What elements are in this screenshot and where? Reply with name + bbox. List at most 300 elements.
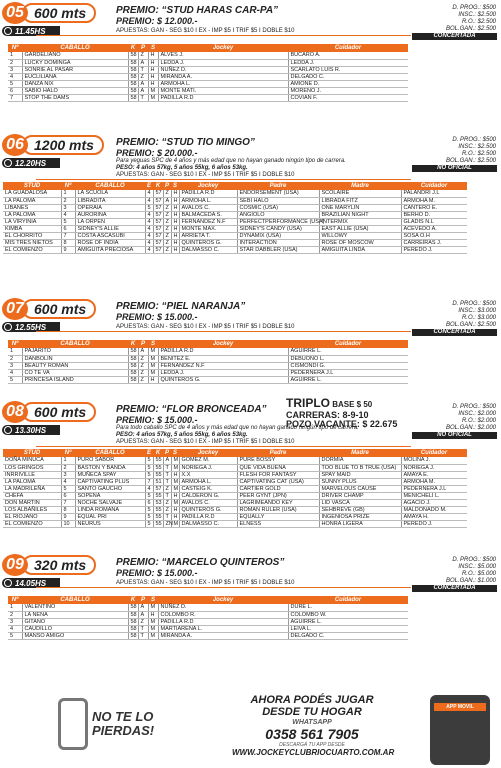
table-cell: M xyxy=(148,618,158,625)
race-section xyxy=(0,134,501,253)
table-cell: 58 xyxy=(128,376,138,383)
table-cell: BALMACEDA S. xyxy=(179,211,237,218)
table-cell: 55 xyxy=(153,506,163,513)
race-fees xyxy=(446,557,496,585)
clock-icon xyxy=(4,579,12,587)
table-cell: ALVES J. xyxy=(158,52,288,59)
race-time xyxy=(2,425,60,435)
table-cell: ELNESS xyxy=(237,520,319,527)
table-cell: H xyxy=(148,376,158,383)
table-cell: 8 xyxy=(61,239,75,246)
race-distance: 600 mts xyxy=(22,3,96,23)
table-cell: MUÑECA SPAY xyxy=(75,471,145,478)
table-cell: H xyxy=(148,73,158,80)
table-cell: EL COMIENZO xyxy=(3,246,61,253)
table-row xyxy=(8,52,408,59)
race-fees xyxy=(446,301,496,329)
table-cell: Z xyxy=(138,618,148,625)
table-cell: MONTE MAX. xyxy=(179,225,237,232)
table-cell: 57 xyxy=(153,211,163,218)
table-cell: 5 xyxy=(145,464,153,471)
table-cell: LEIVA L. xyxy=(288,625,408,632)
race-entries-table xyxy=(8,596,408,640)
table-cell: Z xyxy=(138,355,148,362)
table-cell: X.X xyxy=(179,471,237,478)
race-bets: APUESTAS: GAN - SEG $10 I EX - IMP $5 I TRIF $5 I DOBLE $10 xyxy=(116,580,295,586)
table-cell: 3 xyxy=(8,618,22,625)
table-cell: 6 xyxy=(61,225,75,232)
table-cell: H xyxy=(171,239,179,246)
table-cell: PALANDRI J.L xyxy=(401,190,467,197)
table-row xyxy=(8,618,408,625)
table-cell: PRINCESA ISLAND xyxy=(22,376,128,383)
table-cell: T xyxy=(138,632,148,639)
race-number: 06 xyxy=(2,134,28,156)
fee-line: D. PROG.: $500 xyxy=(452,301,496,307)
table-cell: M xyxy=(171,485,179,492)
table-cell: 58 xyxy=(128,52,138,59)
table-cell: FERNANDEZ N.F xyxy=(179,218,237,225)
table-cell: Z xyxy=(163,204,171,211)
table-cell: LA MADRILEÑA xyxy=(3,485,61,492)
table-cell: SEHBREVE (GB) xyxy=(319,506,401,513)
column-header: S xyxy=(172,183,177,189)
table-cell: SIDNEY'S CANDY (USA) xyxy=(237,225,319,232)
table-row xyxy=(8,59,408,66)
race-premio-amount: PREMIO: $ 15.000.- xyxy=(116,568,198,578)
table-cell: 4 xyxy=(145,197,153,204)
race-weights: PESO: 4 años 57kg, 5 años 55kg, 6 años 53kg. xyxy=(116,432,248,438)
table-cell: 5 xyxy=(145,471,153,478)
table-cell: 58 xyxy=(128,604,138,611)
table-cell: AMIGUITA PRECIOSA xyxy=(75,246,145,253)
table-cell: DELGADO C. xyxy=(288,632,408,639)
race-entries-table xyxy=(3,182,467,254)
table-cell: 4 xyxy=(145,246,153,253)
table-cell: MOLINA J. xyxy=(401,457,467,464)
table-cell: 5 xyxy=(61,485,75,492)
table-cell: A xyxy=(138,87,148,94)
table-cell: A xyxy=(138,80,148,87)
column-header: K xyxy=(153,182,163,190)
table-cell: EL COMIENZO xyxy=(3,520,61,527)
table-row xyxy=(8,362,408,369)
table-cell: MIS TRES NIETOS xyxy=(3,239,61,246)
table-cell: T xyxy=(138,66,148,73)
column-header: Jockey xyxy=(158,44,288,52)
table-cell: LA VIRYINIA xyxy=(3,218,61,225)
table-cell: 2 xyxy=(8,611,22,618)
table-cell: TOO BLUE TO B TRUE (USA) xyxy=(319,464,401,471)
table-cell: EUCLILIANA xyxy=(22,73,128,80)
table-cell: H xyxy=(148,80,158,87)
table-cell: H xyxy=(171,513,179,520)
table-cell: T xyxy=(138,625,148,632)
column-header: Padre xyxy=(237,449,319,457)
table-header-row xyxy=(3,182,467,190)
table-cell: PADILLA R.D xyxy=(179,513,237,520)
race-premio-amount: PREMIO: $ 15.000.- xyxy=(116,312,198,322)
table-cell: 57 xyxy=(153,232,163,239)
race-premio-amount: PREMIO: $ 20.000.- xyxy=(116,148,198,158)
table-cell: CAPTIVATING CAT (USA) xyxy=(237,478,319,485)
table-cell: INTERACTION xyxy=(237,239,319,246)
table-row xyxy=(8,80,408,87)
table-cell: INTERMIX xyxy=(319,218,401,225)
column-header: Jockey xyxy=(179,182,237,190)
table-cell: 58 xyxy=(128,369,138,376)
table-cell: 7 xyxy=(8,94,22,101)
table-cell: Z xyxy=(138,73,148,80)
table-cell: COSTA ASCASUBI xyxy=(75,232,145,239)
race-time-label: 13.30HS xyxy=(15,425,47,435)
table-cell: 55 xyxy=(153,464,163,471)
column-header: P xyxy=(138,340,148,348)
divider xyxy=(36,446,411,447)
column-header: Jockey xyxy=(158,340,288,348)
race-distance: 600 mts xyxy=(22,402,96,422)
table-cell: 2 xyxy=(8,355,22,362)
promo-slogan xyxy=(92,710,154,738)
table-header-row xyxy=(8,596,408,604)
table-cell: T xyxy=(138,94,148,101)
table-cell: H xyxy=(171,471,179,478)
table-cell: DANZA NIX xyxy=(22,80,128,87)
table-row xyxy=(8,632,408,639)
table-cell: H xyxy=(171,211,179,218)
table-cell: 4 xyxy=(61,211,75,218)
fee-line: R.O.: $2.500 xyxy=(461,19,496,25)
table-row xyxy=(8,625,408,632)
race-weights: PESO: 4 años 57kg, 5 años 55kg, 6 años 53kg. xyxy=(116,165,248,171)
triplo-label: TRIPLO xyxy=(286,396,330,410)
column-header: CABALLO xyxy=(22,340,128,348)
fee-line: INSC.: $2.500 xyxy=(458,144,496,150)
table-cell: 5 xyxy=(145,506,153,513)
table-cell: LIBRADITA xyxy=(75,197,145,204)
table-row xyxy=(3,211,467,218)
table-cell: 4 xyxy=(8,625,22,632)
column-header: Madre xyxy=(319,182,401,190)
table-cell: A xyxy=(138,348,148,355)
table-cell: 5 xyxy=(145,513,153,520)
table-cell: COSMIC (USA) xyxy=(237,204,319,211)
table-header-row xyxy=(3,449,467,457)
column-header: Nº xyxy=(61,449,75,457)
table-cell: OPERAIA xyxy=(75,204,145,211)
table-cell: 58 xyxy=(128,625,138,632)
table-cell: 58 xyxy=(128,73,138,80)
table-row xyxy=(3,204,467,211)
table-row xyxy=(3,218,467,225)
clock-icon xyxy=(4,323,12,331)
table-cell: H xyxy=(148,66,158,73)
table-cell: LA SCUOLA xyxy=(75,190,145,197)
table-cell: AVALOS C. xyxy=(179,499,237,506)
table-cell: AMAYA E. xyxy=(401,471,467,478)
table-cell: 6 xyxy=(145,499,153,506)
table-cell: BASTON Y BANDA xyxy=(75,464,145,471)
table-cell: 58 xyxy=(128,611,138,618)
column-header: S xyxy=(172,450,177,456)
table-cell: AMIGUITA LINDA xyxy=(319,246,401,253)
table-cell: LEDDA J. xyxy=(288,59,408,66)
table-cell: LA GUADALOSA xyxy=(3,190,61,197)
table-cell: 4 xyxy=(145,211,153,218)
table-cell: 7 xyxy=(145,478,153,485)
table-cell: 7 xyxy=(61,499,75,506)
table-cell: Z xyxy=(163,485,171,492)
table-cell: QUINTEROS G. xyxy=(158,376,288,383)
website-link[interactable]: WWW.JOCKEYCLUBRIOCUARTO.COM.AR xyxy=(232,748,395,757)
table-cell: NUÑEZ D. xyxy=(158,66,288,73)
table-cell: A xyxy=(138,59,148,66)
table-cell: PADILLA R.D xyxy=(158,94,288,101)
table-row xyxy=(8,611,408,618)
table-cell: PEREDO J. xyxy=(401,520,467,527)
table-cell: 2 xyxy=(8,59,22,66)
table-cell: MARVELOUS CAUSE xyxy=(319,485,401,492)
table-cell: WILLOWY xyxy=(319,232,401,239)
race-time xyxy=(2,158,60,168)
table-cell: VALENTINO xyxy=(22,604,128,611)
table-cell: H xyxy=(171,225,179,232)
app-mockup xyxy=(430,695,490,765)
fee-line: BOL.GAN.: $2.500 xyxy=(445,26,496,32)
table-cell: DEBUONO L. xyxy=(288,355,408,362)
table-cell: T xyxy=(163,471,171,478)
table-row xyxy=(8,376,408,383)
race-badge xyxy=(2,401,96,423)
table-cell: 5 xyxy=(145,204,153,211)
table-cell: SPAY MAID xyxy=(319,471,401,478)
table-cell: A xyxy=(163,457,171,464)
table-cell: 2 xyxy=(61,197,75,204)
table-cell: AMAYA H. xyxy=(401,513,467,520)
table-row xyxy=(8,348,408,355)
table-cell: COLOMBO R. xyxy=(158,611,288,618)
table-cell: A xyxy=(163,197,171,204)
table-cell: AMIONE D. xyxy=(288,80,408,87)
table-cell: M xyxy=(171,478,179,485)
table-row xyxy=(8,94,408,101)
table-cell: T xyxy=(163,464,171,471)
slogan-line: NO TE LO xyxy=(92,709,154,724)
fee-line: BOL.GAN.: $2.000 xyxy=(445,425,496,431)
table-cell: M xyxy=(148,355,158,362)
table-cell: LID VASCA xyxy=(319,499,401,506)
table-cell: 9 xyxy=(61,513,75,520)
table-cell: DALMASSO C. xyxy=(179,520,237,527)
table-cell: LIBRADA FITZ xyxy=(319,197,401,204)
table-cell: ARMOHA M. xyxy=(401,478,467,485)
table-cell: PEDERNERA J.L xyxy=(288,369,408,376)
table-row xyxy=(3,485,467,492)
table-cell: 58 xyxy=(128,94,138,101)
table-cell: MARTIARENA L. xyxy=(158,625,288,632)
table-cell: 58 xyxy=(128,348,138,355)
race-status-badge: CONCERTADA xyxy=(412,585,497,592)
table-cell: QUINTEROS G. xyxy=(179,239,237,246)
table-row xyxy=(3,190,467,197)
table-row xyxy=(3,520,467,527)
table-row xyxy=(8,87,408,94)
race-premio-title: PREMIO: “FLOR BRONCEADA” xyxy=(116,404,267,415)
table-cell: 58 xyxy=(128,362,138,369)
table-cell: M xyxy=(171,457,179,464)
table-cell: Z xyxy=(163,506,171,513)
table-cell: 53 xyxy=(153,499,163,506)
table-cell: Z xyxy=(163,211,171,218)
table-cell: ARMOHA L. xyxy=(179,197,237,204)
whatsapp-number[interactable]: 0358 561 7905 xyxy=(265,726,359,742)
column-header: Cuidador xyxy=(288,340,408,348)
column-header: Jockey xyxy=(179,449,237,457)
table-cell: M xyxy=(148,369,158,376)
table-cell: 1 xyxy=(8,52,22,59)
table-cell: 1 xyxy=(61,190,75,197)
column-header: E xyxy=(146,450,151,456)
race-badge xyxy=(2,134,104,156)
table-cell: 4 xyxy=(145,232,153,239)
table-row xyxy=(8,355,408,362)
table-cell: 8 xyxy=(61,506,75,513)
table-cell: H xyxy=(171,204,179,211)
table-cell: AGUIRRE L. xyxy=(288,618,408,625)
table-cell: SABIO HALO xyxy=(22,87,128,94)
race-premio-title: PREMIO: “STUD HARAS CAR-PA” xyxy=(116,5,279,16)
race-time-label: 12.20HS xyxy=(15,158,47,168)
column-header: P xyxy=(164,183,169,189)
table-cell: KIMBA xyxy=(3,225,61,232)
table-cell: ONE MARYLIN xyxy=(319,204,401,211)
race-distance: 320 mts xyxy=(22,555,96,575)
table-cell: DANBOLIN xyxy=(22,355,128,362)
table-cell: 58 xyxy=(128,59,138,66)
table-row xyxy=(3,506,467,513)
table-cell: MENICHELI L. xyxy=(401,492,467,499)
race-badge xyxy=(2,2,96,24)
table-cell: H xyxy=(171,492,179,499)
table-cell: PEER GYNT (JPN) xyxy=(237,492,319,499)
table-cell: ROSE OF MOSCOW xyxy=(319,239,401,246)
table-cell: 1 xyxy=(8,604,22,611)
column-header: S xyxy=(148,596,158,604)
fee-line: INSC.: $5.000 xyxy=(458,564,496,570)
table-cell: 5 xyxy=(145,520,153,527)
triplo-box xyxy=(286,396,398,429)
column-header: CABALLO xyxy=(75,449,145,457)
race-number: 07 xyxy=(2,298,28,320)
table-cell: H xyxy=(148,52,158,59)
table-cell: Z xyxy=(163,499,171,506)
race-bets: APUESTAS: GAN - SEG $10 I EX - IMP $5 I TRIF $5 I DOBLE $10 xyxy=(116,172,295,178)
table-cell: 55 xyxy=(153,492,163,499)
table-cell: LOS GRINGOS xyxy=(3,464,61,471)
table-cell: BRAZILIAN NIGHT xyxy=(319,211,401,218)
table-cell: ROSE OF INDIA xyxy=(75,239,145,246)
divider xyxy=(36,35,411,36)
race-status-badge: NO OFICIAL xyxy=(412,165,497,172)
race-fees xyxy=(446,404,496,432)
race-distance: 600 mts xyxy=(22,299,96,319)
fee-line: D. PROG.: $500 xyxy=(452,404,496,410)
column-header: Nº xyxy=(8,340,22,348)
table-cell: BENITEZ E. xyxy=(158,355,288,362)
table-cell: ROMAN RULER (USA) xyxy=(237,506,319,513)
table-cell: PURO SABOR xyxy=(75,457,145,464)
race-section xyxy=(0,298,501,383)
table-cell: AGACIO J. xyxy=(401,499,467,506)
table-cell: PURE BOSSY xyxy=(237,457,319,464)
table-cell: H xyxy=(171,246,179,253)
table-cell: Z xyxy=(138,369,148,376)
table-cell: H xyxy=(148,59,158,66)
table-cell: MANSO AMIGO xyxy=(22,632,128,639)
table-cell: Z xyxy=(163,190,171,197)
table-cell: 3 xyxy=(61,471,75,478)
column-header: S xyxy=(148,340,158,348)
race-bets: APUESTAS: GAN - SEG $10 I EX - IMP $5 I TRIF $5 I DOBLE $10 xyxy=(116,324,295,330)
column-header: P xyxy=(164,450,169,456)
table-cell: M xyxy=(148,632,158,639)
table-row xyxy=(3,499,467,506)
table-cell: SOSA O.H xyxy=(401,232,467,239)
table-cell: 58 xyxy=(128,80,138,87)
table-cell: Z xyxy=(163,218,171,225)
table-cell: Z xyxy=(163,225,171,232)
table-cell: BUCARO A. xyxy=(288,52,408,59)
table-cell: GOMEZ M. xyxy=(179,457,237,464)
fee-line: INSC.: $3.000 xyxy=(458,308,496,314)
table-row xyxy=(3,492,467,499)
table-cell: M xyxy=(171,520,179,527)
table-cell: EAST ALLIE (USA) xyxy=(319,225,401,232)
table-cell: M xyxy=(148,604,158,611)
table-cell: ACEVEDO A. xyxy=(401,225,467,232)
race-number: 09 xyxy=(2,554,28,576)
download-label: DESCARGÁ TU APP DESDE xyxy=(279,742,345,748)
table-cell: 5 xyxy=(145,457,153,464)
table-cell: 5 xyxy=(61,218,75,225)
clock-icon xyxy=(4,426,12,434)
table-cell: EL CHORRITO xyxy=(3,232,61,239)
table-cell: 9 xyxy=(61,246,75,253)
table-cell: NUÑEZ D. xyxy=(158,604,288,611)
table-cell: 4 xyxy=(61,478,75,485)
table-cell: M xyxy=(171,464,179,471)
race-status-badge: CONCERTADA xyxy=(412,33,497,40)
table-cell: Z xyxy=(138,376,148,383)
table-cell: EL RIOJANO xyxy=(3,513,61,520)
table-cell: CISMONDI G. xyxy=(288,362,408,369)
race-premio-amount: PREMIO: $ 15.000.- xyxy=(116,415,198,425)
table-cell: NORIEGA J. xyxy=(401,464,467,471)
table-cell: PERFECTPERFORMANCE (USA) xyxy=(237,218,319,225)
table-cell: GLADIS N.L xyxy=(401,218,467,225)
table-cell: 4 xyxy=(145,190,153,197)
fee-line: D. PROG.: $500 xyxy=(452,557,496,563)
table-cell: SONRIE AL PASAR xyxy=(22,66,128,73)
table-cell: CO TE VA xyxy=(22,369,128,376)
race-time-label: 14.05HS xyxy=(15,578,47,588)
fee-line: R.O.: $2.000 xyxy=(461,418,496,424)
table-cell: LA PALOMA xyxy=(3,211,61,218)
column-header: CABALLO xyxy=(22,596,128,604)
column-header: P xyxy=(138,596,148,604)
race-section xyxy=(0,396,501,527)
table-cell: INGENIOSA PRIZE xyxy=(319,513,401,520)
